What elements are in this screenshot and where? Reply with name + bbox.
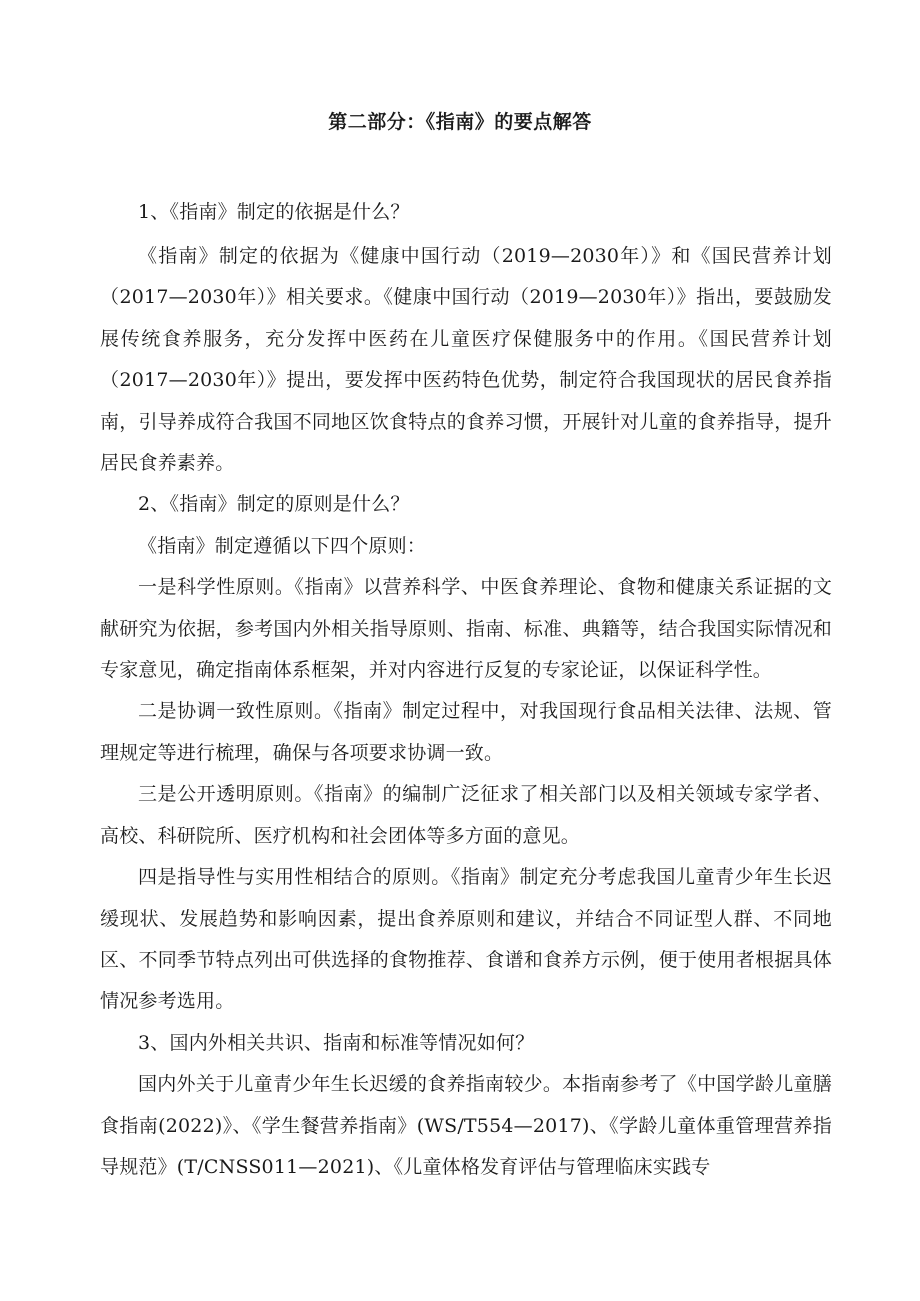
question-1: 1、《指南》制定的依据是什么？ <box>138 201 410 223</box>
question-3: 3、国内外相关共识、指南和标准等情况如何？ <box>138 1031 535 1054</box>
principle-3-paragraph: 三是公开透明原则。《指南》的编制广泛征求了相关部门以及相关领域专家学者、高校、科研院所、医疗机构和社会团体等多方面的意见。 <box>100 783 832 847</box>
principle-1-paragraph: 一是科学性原则。《指南》以营养科学、中医食养理论、食物和健康关系证据的文献研究为依据，参考国内外相关指导原则、指南、标准、典籍等，结合我国实际情况和专家意见，确定指南体系框架，并对内容进行反复的专家论证，以保证科学性。 <box>100 576 832 682</box>
principle-2-paragraph: 二是协调一致性原则。《指南》制定过程中，对我国现行食品相关法律、法规、管理规定等进行梳理，确保与各项要求协调一致。 <box>100 700 832 764</box>
answer-1-paragraph: 《指南》制定的依据为《健康中国行动（2019—2030年）》和《国民营养计划（2017—2030年）》相关要求。《健康中国行动（2019—2030年）》指出，要鼓励发展传统食养服务，充分发挥中医药在儿童医疗保健服务中的作用。《国民营养计划（2017—2030年）》提出，要发挥中医药特色优势，制定符合我国现状的居民食养指南，引导养成符合我国不同地区饮食特点的食养习惯，开展针对儿童的食养指导，提升居民食养素养。 <box>100 245 832 475</box>
document-body <box>100 192 832 1188</box>
principle-4-paragraph: 四是指导性与实用性相结合的原则。《指南》制定充分考虑我国儿童青少年生长迟缓现状、发展趋势和影响因素，提出食养原则和建议，并结合不同证型人群、不同地区、不同季节特点列出可供选择的食物推荐、食谱和食养方示例，便于使用者根据具体情况参考选用。 <box>100 866 832 1013</box>
question-2: 2、《指南》制定的原则是什么？ <box>138 493 410 516</box>
answer-2-intro: 《指南》制定遵循以下四个原则： <box>138 534 427 557</box>
page-title: 第二部分：《指南》的要点解答 <box>328 111 592 133</box>
answer-3-paragraph: 国内外关于儿童青少年生长迟缓的食养指南较少。本指南参考了《中国学龄儿童膳食指南(2022)》、《学生餐营养指南》(WS/T554—2017)、《学龄儿童体重管理营养指导规范》(T/CNSS011—2021)、《儿童体格发育评估与管理临床实践专 <box>100 1073 832 1178</box>
